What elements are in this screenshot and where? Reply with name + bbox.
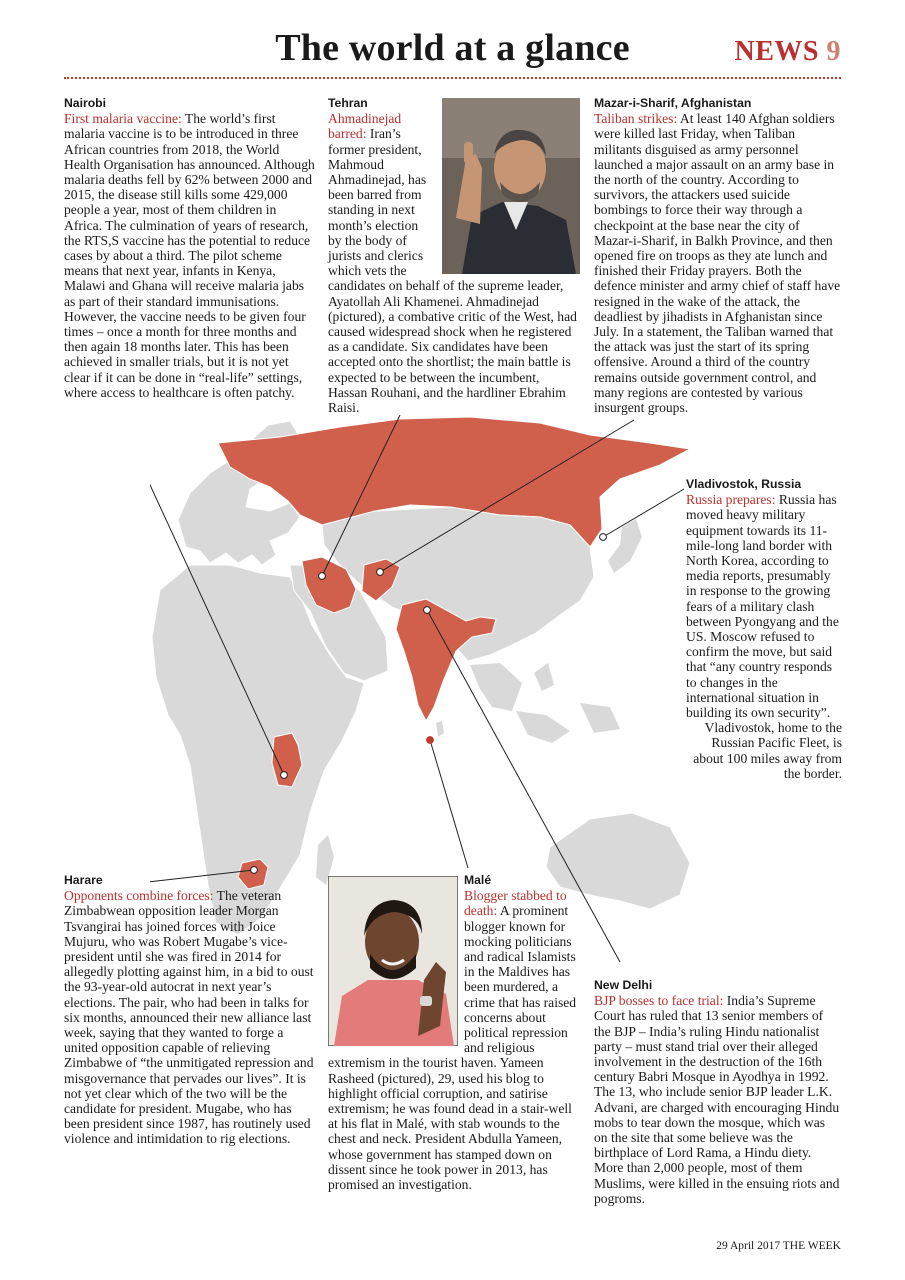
story-location: New Delhi — [594, 978, 653, 992]
story-location: Mazar-i-Sharif, Afghanistan — [594, 96, 752, 110]
story-tehran — [328, 96, 578, 415]
story-new-delhi — [594, 978, 842, 1206]
map-southeast-asia — [470, 663, 620, 743]
page-title: The world at a glance — [275, 27, 630, 69]
story-headline: Opponents combine forces: — [64, 888, 214, 904]
story-headline: Ahmadinejad barred: — [328, 111, 402, 142]
header-rule — [64, 77, 841, 79]
marker-mazar — [377, 569, 384, 576]
story-body: At least 140 Afghan soldiers were killed last Friday, when Taliban militants disguised as army personnel launched a major assault on an army base in the north of the country. According to survivors, the attackers used suicide bombings to force their way through a checkpoint at the base near the city of Mazar-i-Sharif, in Balkh Province, and then opened fire on troops as they ate lunch and finished their Friday prayers. Both the defence minister and army chief of staff have resigned in the wake of the attack, the deadliest by jihadists in Afghanistan since July. In a statement, the Taliban warned that the attack was just the start of its spring offensive. Around a third of the country remains outside government control, and many regions are contested by various insurgent groups. — [594, 111, 841, 416]
story-location: Vladivostok, Russia — [686, 477, 802, 491]
story-vladivostok — [686, 477, 842, 781]
story-location: Tehran — [328, 96, 368, 110]
section-label — [735, 36, 841, 68]
yameen-rasheed-photo — [328, 876, 458, 1046]
story-headline: Blogger stabbed to death: — [464, 888, 567, 919]
marker-nairobi — [281, 772, 288, 779]
story-location: Nairobi — [64, 96, 106, 110]
marker-vladivostok — [600, 534, 607, 541]
story-headline: Taliban strikes: — [594, 111, 678, 127]
leader-vladivostok — [603, 489, 684, 537]
marker-tehran — [319, 573, 326, 580]
marker-male — [427, 737, 434, 744]
map-japan — [608, 519, 642, 573]
story-male — [328, 873, 578, 1192]
story-headline: BJP bosses to face trial: — [594, 993, 724, 1009]
story-harare — [64, 873, 318, 1147]
story-body: A prominent blogger known for mocking politicians and radical Islamists in the Maldives has been murdered, a crime that has raised concerns about political repression and religious extremism in the tourist haven. Yameen Rasheed (pictured), 29, used his blog to highlight official corruption, and satirise extremism; he was found dead in a stair-well at his flat in Malé, with stab wounds to the chest and neck. President Abdulla Yameen, whose government has stamped down on dissent since he took power in 2013, has promised an investigation. — [328, 903, 577, 1193]
leader-male — [430, 740, 468, 868]
story-headline: Russia prepares: — [686, 492, 776, 508]
page-number: 9 — [826, 36, 841, 67]
story-body: The veteran Zimbabwean opposition leader Morgan Tsvangirai has joined forces with Joice Mujuru, who was Robert Mugabe’s vice-president until she was fired in 2014 for allegedly plotting against him, in a bid to oust the 93-year-old autocrat in next year’s elections. The pair, who had been in talks for six months, announced their new alliance last week, saying that they wanted to forge a united opposition capable of relieving Zimbabwe of “the unmitigated repression and misgovernance that pervades our lives”. It is not yet clear which of the two will be the candidate for president. Mugabe, who has been president since 1987, has routinely used violence and intimidation to rig elections. — [64, 888, 314, 1147]
marker-delhi — [424, 607, 431, 614]
story-headline: First malaria vaccine: — [64, 111, 182, 127]
story-location: Malé — [464, 873, 492, 887]
map-sri-lanka — [436, 721, 444, 737]
story-body: Russia has moved heavy military equipment towards its 11-mile-long land border with North Korea, according to media reports, presumably in response to the growing fears of a military clash between Pyongyang and the US. Moscow refused to confirm the move, but said that “any country responds to changes in the international situation in building its own security”. — [686, 492, 839, 721]
section-name: NEWS — [734, 36, 819, 67]
page-footer: 29 April 2017 THE WEEK — [716, 1240, 841, 1252]
story-nairobi — [64, 96, 316, 400]
story-location: Harare — [64, 873, 103, 887]
story-body: Iran’s former president, Mahmoud Ahmadinejad, has been barred from standing in next month’s election by the body of jurists and clerics which vets the candidates on behalf of the supreme leader, Ayatollah Ali Khamenei. Ahmadinejad (pictured), a combative critic of the West, had caused widespread shock when he registered as a candidate. Six candidates have been accepted onto the shortlist; the main battle is expected to be between the incumbent, Hassan Rouhani, and the hardliner Ebrahim Raisi. — [328, 126, 577, 416]
ahmadinejad-photo — [442, 98, 580, 274]
story-body: India’s Supreme Court has ruled that 13 senior members of the BJP – India’s ruling Hindu nationalist party – must stand trial over their alleged involvement in the destruction of the 16th century Babri Mosque in Ayodhya in 1992. The 13, who include senior BJP leader L.K. Advani, are charged with encouraging Hindu mobs to tear down the mosque, which was on the site that some believe was the birthplace of Lord Rama, a Hindu diety. More than 2,000 people, most of them Muslims, were killed in the ensuing riots and pogroms. — [594, 993, 840, 1206]
story-tail: Vladivostok, home to the Russian Pacific Fleet, is about 100 miles away from the border. — [693, 720, 842, 781]
story-main — [686, 492, 842, 720]
story-mazar-i-sharif — [594, 96, 842, 415]
map-india — [396, 599, 496, 721]
story-body: The world’s first malaria vaccine is to be introduced in three African countries from 2018, the World Health Organisation has announced. Although malaria deaths fell by 62% between 2000 and 2015, the disease still kills some 429,000 people a year, most of them children in Africa. The culmination of years of research, the RTS,S vaccine has the potential to reduce cases by about a third. The pilot scheme means that next year, infants in Kenya, Malawi and Ghana will receive malaria jabs as part of their standard immunisations. However, the vaccine needs to be given four times – once a month for three months and then again 18 months later. This has been achieved in smaller trials, but it is not yet clear if it can be done in “real-life” settings, where access to healthcare is often patchy. — [64, 111, 315, 400]
